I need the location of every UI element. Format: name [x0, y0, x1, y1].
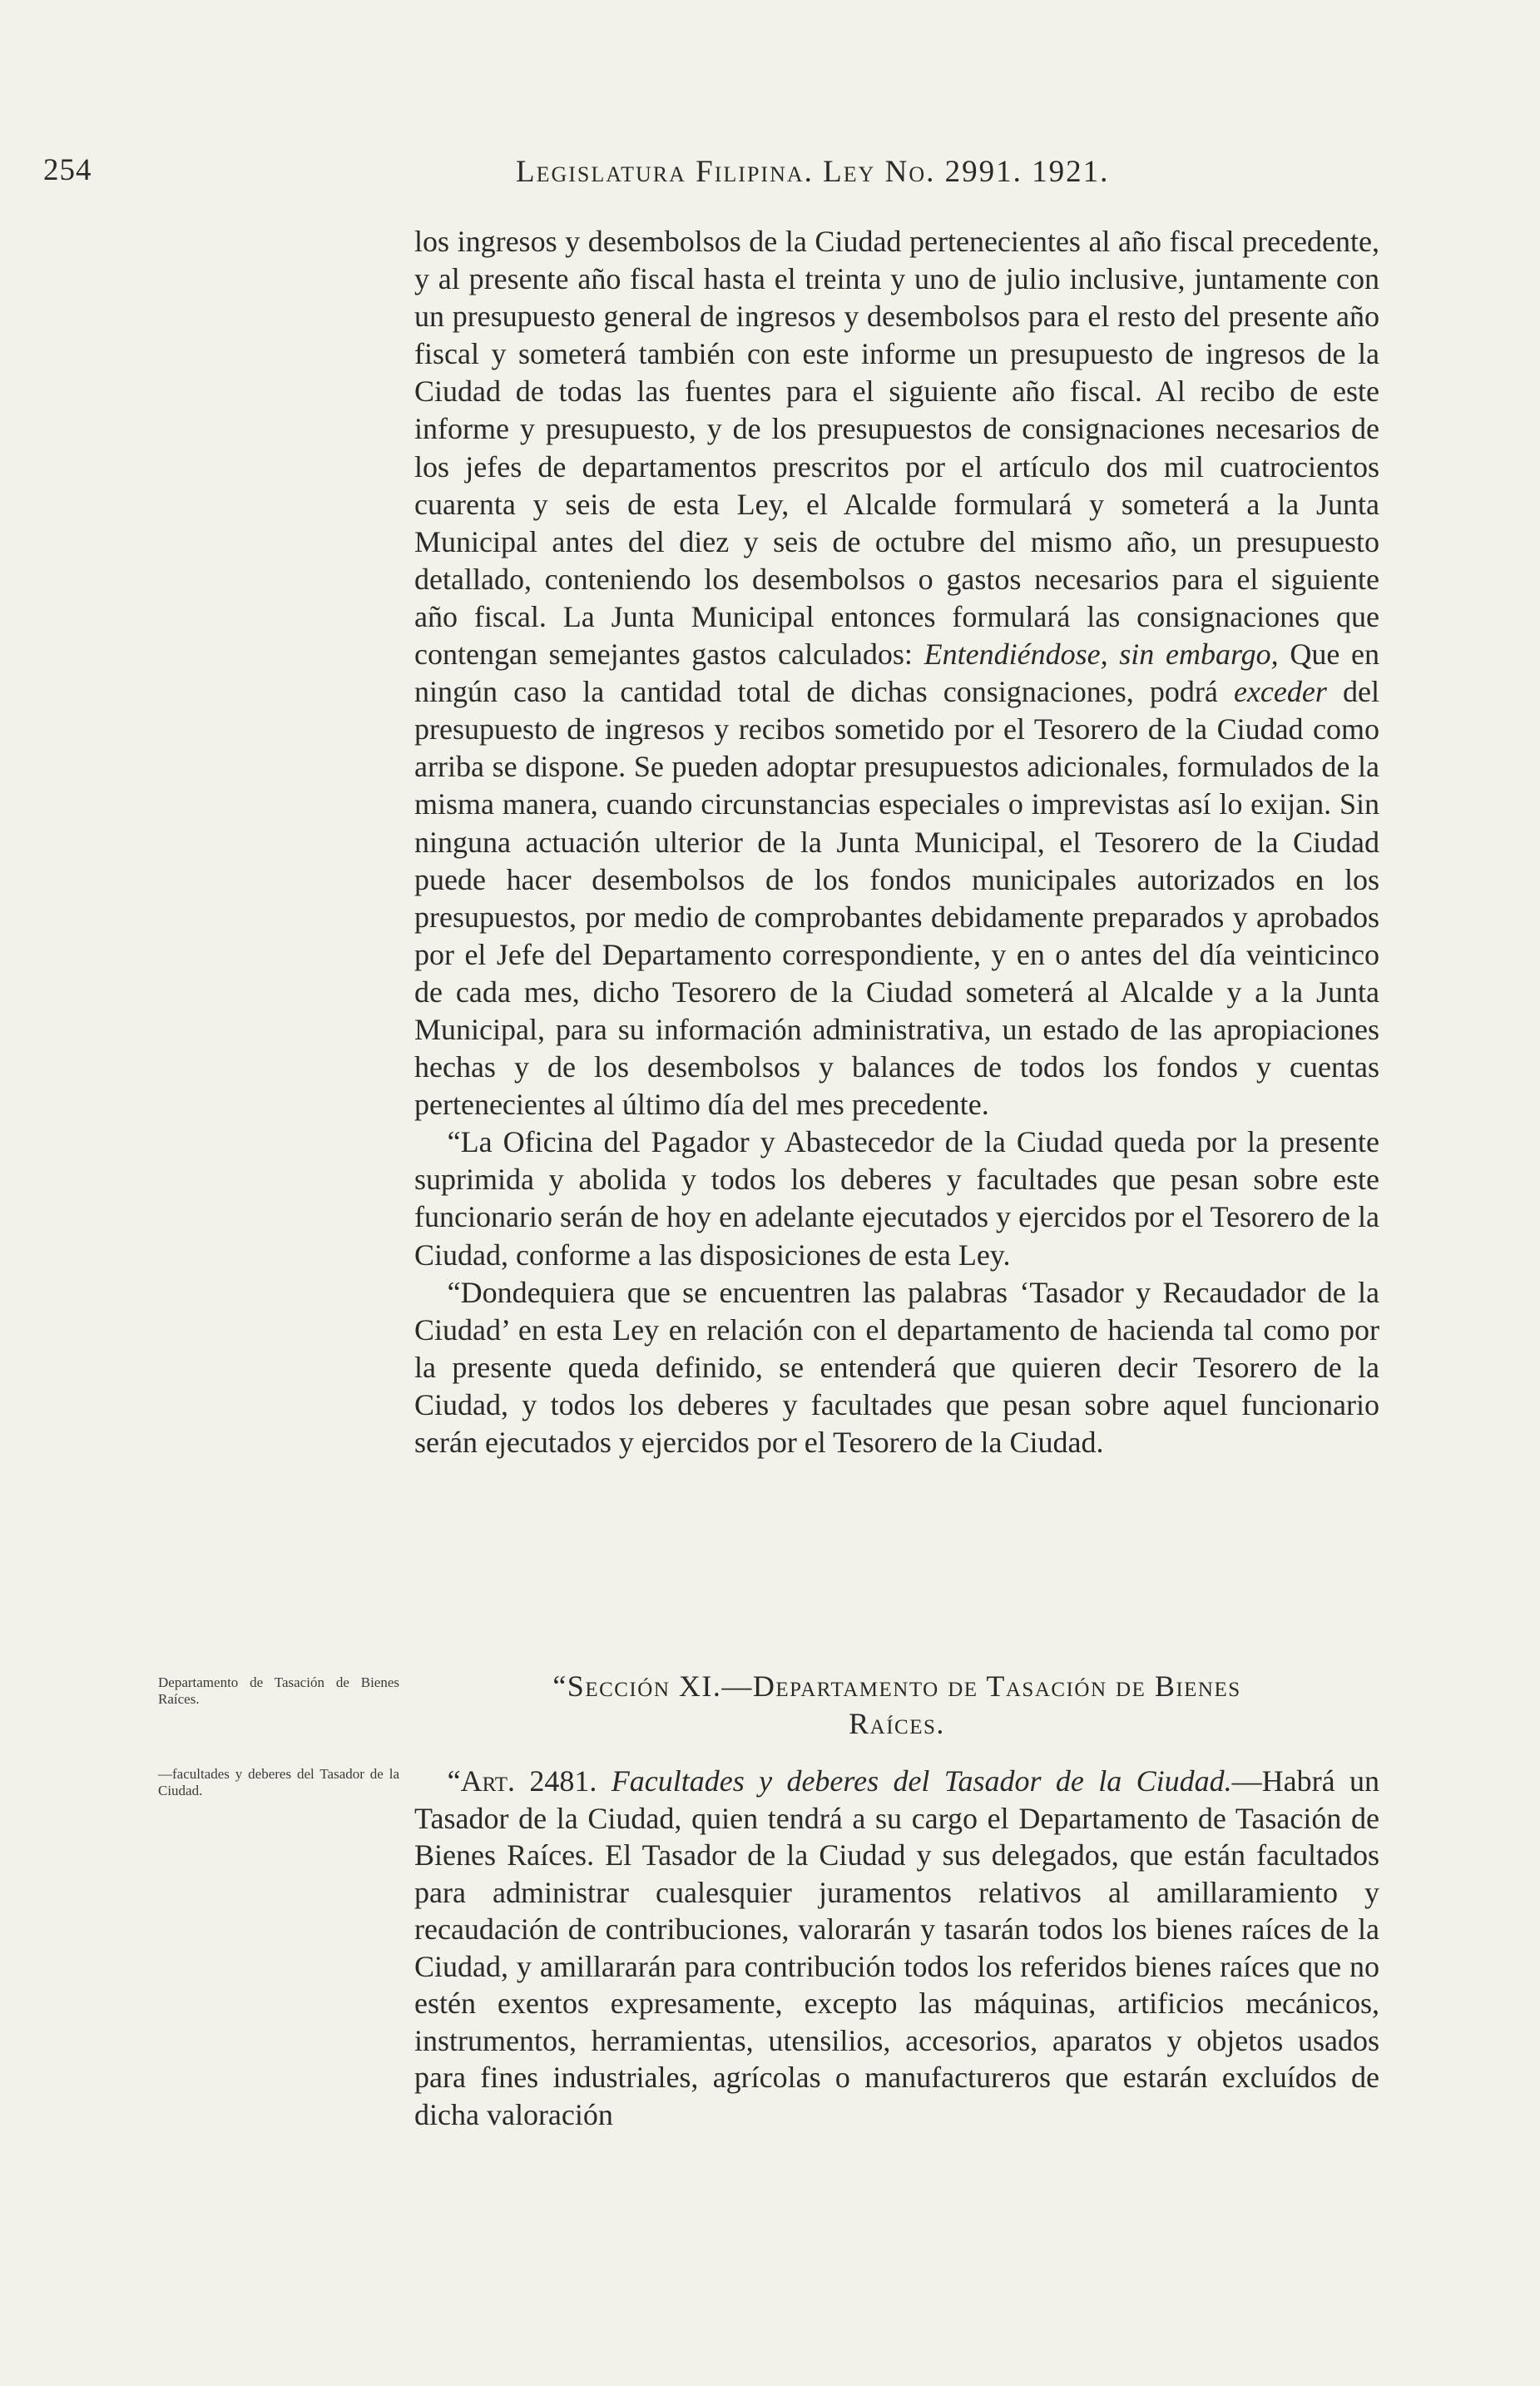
paragraph-1-italic-exceder: exceder [1233, 675, 1327, 709]
page-number: 254 [43, 153, 92, 187]
article-title: Facultades y deberes del Tasador de la Ciudad. [611, 1764, 1232, 1798]
article-2481 [414, 1763, 1379, 2133]
article-paragraph [414, 1763, 1379, 2133]
paragraph-2: “La Oficina del Pagador y Abastecedor de la Ciudad queda por la presente suprimida y abolida y todos los deberes y facultades que pesan sobre este funcionario serán de hoy en adelante ejecutados y ejercidos por el Tesorero de la Ciudad, conforme a las disposiciones de esta Ley. [414, 1125, 1379, 1272]
margin-note-article: —facultades y deberes del Tasador de la Ciudad. [158, 1766, 399, 1798]
article-text: —Habrá un Tasador de la Ciudad, quien tendrá a su cargo el Departamento de Tasación de Bienes Raíces. El Tasador de la Ciudad y sus delegados, que están facultados para administrar cualesquier juramentos relativos al amillaramiento y recaudación de contribuciones, valorarán y tasarán todos los bienes raíces de la Ciudad, y amillararán para contribución todos los referidos bienes raíces que no estén exentos expresamente, excepto las máquinas, artificios mecánicos, instrumentos, herramientas, utensilios, accesorios, aparatos y objetos usados para fines industriales, agrícolas o manufactureros que estarán excluídos de dicha valoración [414, 1764, 1379, 2131]
paragraph-1-start: los ingresos y desembolsos de la Ciudad pertenecientes al año fiscal precedente, y al presente año fiscal hasta el treinta y uno de julio inclusive, juntamente con un presupuesto general de ingresos y desembolsos para el resto del presente año fiscal y someterá también con este informe un presupuesto de ingresos de la Ciudad de todas las fuentes para el siguiente año fiscal. Al recibo de este informe y presupuesto, y de los presupuestos de consignaciones necesarios de los jefes de departamentos prescritos por el artículo dos mil cuatrocientos cuarenta y seis de esta Ley, el Alcalde formulará y someterá a la Junta Municipal antes del diez y seis de octubre del mismo año, un presupuesto detallado, conteniendo los desembolsos o gastos necesarios para el siguiente año fiscal. La Junta Municipal entonces formulará las consignaciones que contengan semejantes gastos calculados: [414, 225, 1379, 672]
paragraph-1-end: del presupuesto de ingresos y recibos sometido por el Tesorero de la Ciudad como arriba se dispone. Se pueden adoptar presupuestos adicionales, formulados de la misma manera, cuando circunstancias especiales o imprevistas así lo exijan. Sin ninguna actuación ulterior de la Junta Municipal, el Tesorero de la Ciudad puede hacer desembolsos de los fondos municipales autorizados en los presupuestos, por medio de comprobantes debidamente preparados y aprobados por el Jefe del Departamento correspondiente, y en o antes del día veinticinco de cada mes, dicho Tesorero de la Ciudad someterá al Alcalde y a la Junta Municipal, para su información administrativa, un estado de las apropiaciones hechas y de los desembolsos y balances de todos los fondos y cuentas pertenecientes al último día del mes precedente. [414, 675, 1379, 1122]
paragraph-1 [414, 223, 1379, 1124]
section-heading-line-1: “Sección XI.—Departamento de Tasación de Bienes [552, 1669, 1241, 1703]
body-text [414, 223, 1379, 1461]
section-heading [414, 1668, 1379, 1743]
section-heading-line-2: Raíces. [849, 1707, 945, 1740]
paragraph-1-middle: Que en ningún caso la cantidad total de dichas consignaciones, podrá [414, 637, 1379, 709]
paragraph-1-italic-proviso: Entendiéndose, sin embargo, [924, 637, 1279, 672]
running-head: Legislatura Filipina. Ley No. 2991. 1921. [516, 155, 1110, 189]
article-number: “Art. 2481. [447, 1764, 597, 1798]
paragraph-3: “Dondequiera que se encuentren las palabras ‘Tasador y Recaudador de la Ciudad’ en esta Ley en relación con el departamento de hacienda tal como por la presente queda definido, se entenderá que quieren decir Tesorero de la Ciudad, y todos los deberes y facultades que pesan sobre aquel funcionario serán ejecutados y ejercidos por el Tesorero de la Ciudad. [414, 1275, 1379, 1459]
margin-note-section: Departamento de Tasación de Bienes Raíces. [158, 1674, 399, 1707]
